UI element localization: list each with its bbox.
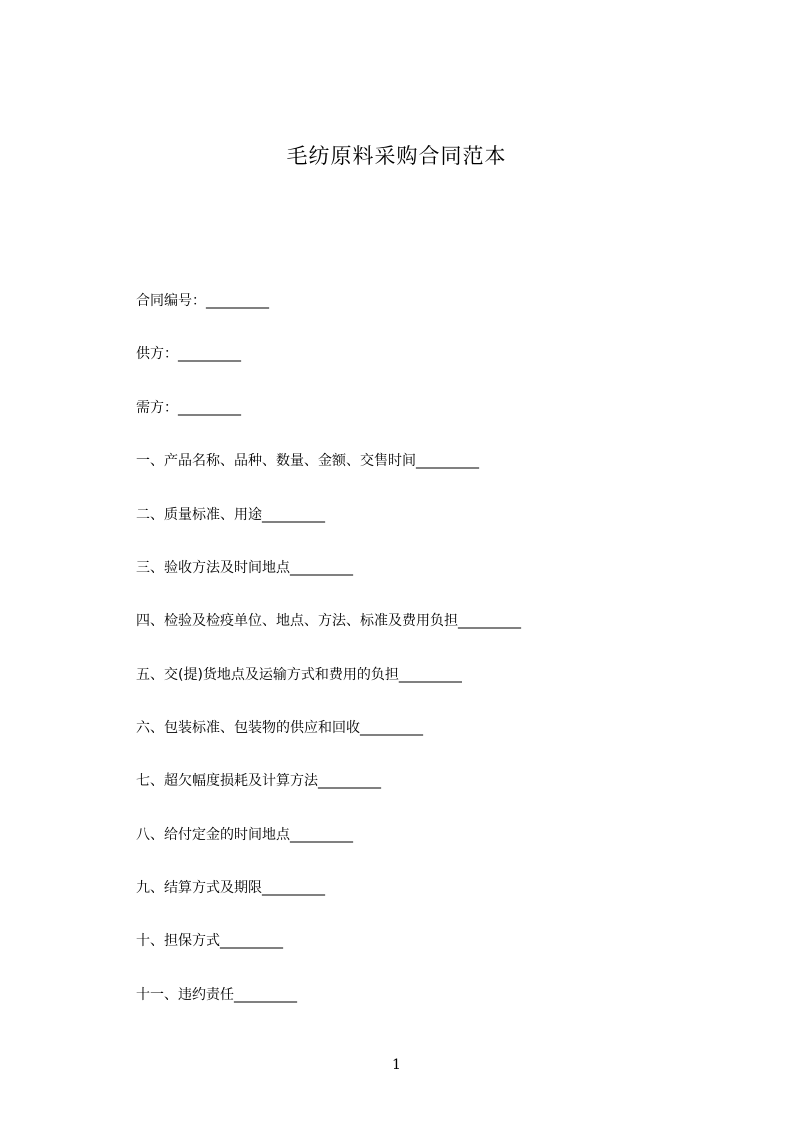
clause-7: 七、超欠幅度损耗及计算方法_________ [136, 773, 381, 789]
clause-6: 六、包装标准、包装物的供应和回收_________ [136, 720, 423, 736]
clause-1: 一、产品名称、品种、数量、金额、交售时间_________ [136, 453, 479, 469]
clause-11: 十一、违约责任_________ [136, 987, 297, 1003]
clause-4: 四、检验及检疫单位、地点、方法、标准及费用负担_________ [136, 613, 521, 629]
supplier-field: 供方：_________ [136, 346, 241, 362]
clause-10: 十、担保方式_________ [136, 933, 283, 949]
clause-2: 二、质量标准、用途_________ [136, 507, 325, 523]
document-title: 毛纺原料采购合同范本 [286, 144, 507, 168]
contract-number-field: 合同编号：_________ [136, 293, 269, 309]
clause-3: 三、验收方法及时间地点_________ [136, 560, 353, 576]
buyer-field: 需方：_________ [136, 400, 241, 416]
clause-8: 八、给付定金的时间地点_________ [136, 827, 353, 843]
clause-9: 九、结算方式及期限_________ [136, 880, 325, 896]
page-number: 1 [392, 1057, 401, 1073]
clause-5: 五、交(提)货地点及运输方式和费用的负担_________ [136, 667, 462, 683]
